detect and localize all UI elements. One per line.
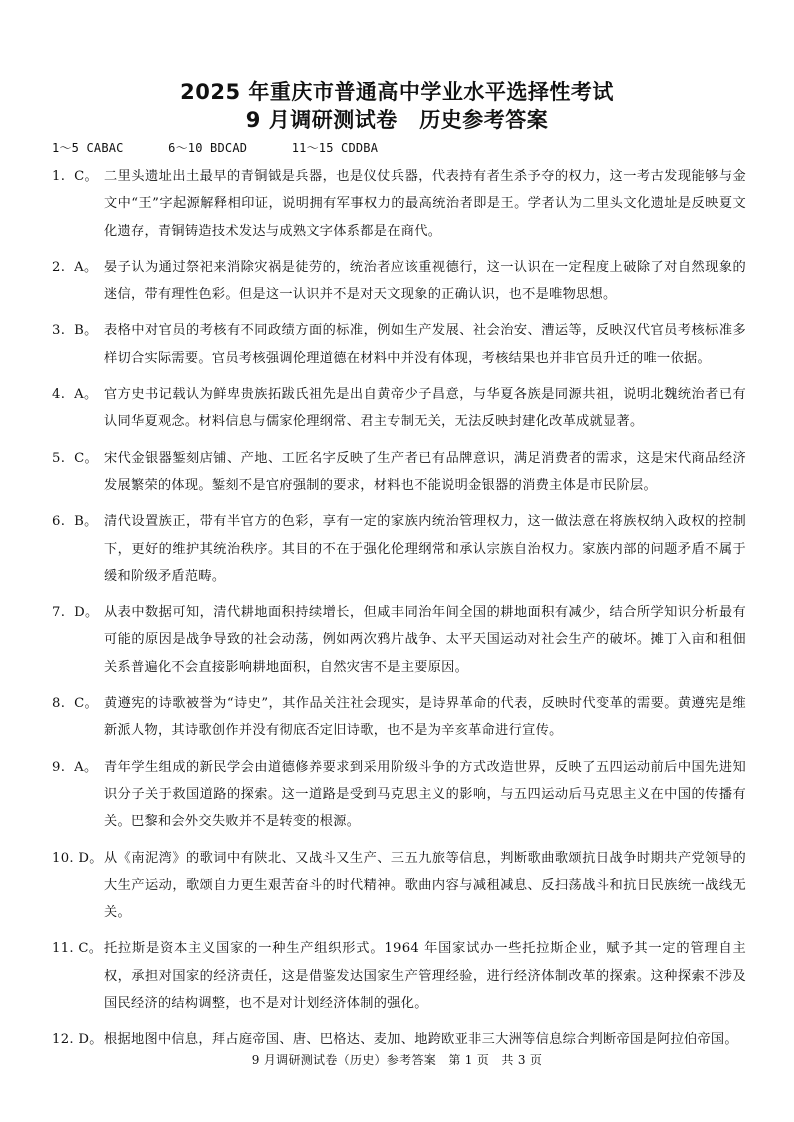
answer-item (52, 508, 746, 590)
answer-item-number: 3. B。 (52, 323, 98, 339)
answer-item (52, 754, 746, 836)
answer-item-text: 官方史书记载认为鲜卑贵族拓跋氏祖先是出自黄帝少子昌意，与华夏各族是同源共祖，说明北魏统治者已有认同华夏观念。材料信息与儒家伦理纲常、君主专制无关，无法反映封建化改革成就显著。 (104, 387, 746, 430)
page-footer: 9 月调研测试卷（历史）参考答案 第 1 页 共 3 页 (251, 1053, 543, 1067)
answer-item-number: 8. C。 (52, 696, 99, 712)
answer-item-text: 晏子认为通过祭祀来消除灾祸是徒劳的，统治者应该重视德行，这一认识在一定程度上破除了对自然现象的迷信，带有理性色彩。但是这一认识并不是对天文现象的正确认识，也不是唯物思想。 (104, 259, 746, 303)
answer-item-number: 2. A。 (52, 259, 98, 275)
answer-item-text: 托拉斯是资本主义国家的一种生产组织形式。1964 年国家试办一些托拉斯企业，赋予其一定的管理自主权，承担对国家的经济责任，这是借鉴发达国家生产管理经验，进行经济体制改革的探索。这种探索不涉及国民经济的结构调整，也不是对计划经济体制的强化。 (104, 941, 746, 1012)
answer-item (52, 845, 746, 927)
answer-item-text: 表格中对官员的考核有不同政绩方面的标准，例如生产发展、社会治安、漕运等，反映汉代官员考核标准多样切合实际需要。官员考核强调伦理道德在材料中并没有体现，考核结果也并非官员升迁的唯一依据。 (104, 323, 746, 366)
answer-item (52, 254, 746, 309)
answer-item (52, 935, 746, 1017)
answer-item-number: 12. D。 (52, 1032, 103, 1048)
answer-item-text: 二里头遗址出土最早的青铜钺是兵器，也是仪仗兵器，代表持有者生杀予夺的权力，这一考古发现能够与金文中“王”字起源解释相印证，说明拥有军事权力的最高统治者即是王。学者认为二里头文化遗址是反映夏文化遗存，青铜铸造技术发达与成熟文字体系都是在商代。 (104, 169, 746, 239)
answer-item-number: 9. A。 (52, 759, 98, 775)
answer-item (52, 163, 746, 245)
answer-item-number: 6. B。 (52, 514, 98, 530)
answer-item-text: 青年学生组成的新民学会由道德修养要求到采用阶级斗争的方式改造世界，反映了五四运动前后中国先进知识分子关于救国道路的探索。这一道路是受到马克思主义的影响，与五四运动后马克思主义在中国的传播有关。巴黎和会外交失败并不是转变的根源。 (104, 759, 746, 830)
answer-item-text: 清代设置族正，带有半官方的色彩，享有一定的家族内统治管理权力，这一做法意在将族权纳入政权的控制下，更好的维护其统治秩序。其目的不在于强化伦理纲常和承认宗族自治权力。家族内部的问题矛盾不属于缓和阶级矛盾范畴。 (104, 514, 746, 584)
answer-item-text: 宋代金银器錾刻店铺、产地、工匠名字反映了生产者已有品牌意识，满足消费者的需求，这是宋代商品经济发展繁荣的体现。錾刻不是官府强制的要求，材料也不能说明金银器的消费主体是市民阶层。 (104, 450, 746, 493)
page-subtitle: 9 月调研测试卷 历史参考答案 (245, 108, 549, 132)
answer-item (52, 381, 746, 436)
answer-item (52, 1026, 746, 1053)
answer-item-text: 根据地图中信息，拜占庭帝国、唐、巴格达、麦加、地跨欧亚非三大洲等信息综合判断帝国是阿拉伯帝国。 (104, 1032, 738, 1048)
page-title: 2025 年重庆市普通高中学业水平选择性考试 (180, 80, 614, 104)
answer-item (52, 317, 746, 372)
answer-item-number: 10. D。 (52, 850, 103, 866)
answer-item-number: 11. C。 (52, 941, 103, 957)
multiple-choice-answer-key: 1～5 CABAC 6～10 BDCAD 11～15 CDDBA (52, 141, 379, 155)
answer-item-number: 4. A。 (52, 387, 98, 403)
answer-item (52, 690, 746, 745)
answer-explanations (52, 163, 746, 1063)
answer-item-number: 1. C。 (52, 169, 99, 184)
answer-item-number: 7. D。 (52, 605, 99, 621)
answer-item-number: 5. C。 (52, 450, 99, 466)
answer-item-text: 从表中数据可知，清代耕地面积持续增长，但咸丰同治年间全国的耕地面积有减少，结合所学知识分析最有可能的原因是战争导致的社会动荡，例如两次鸦片战争、太平天国运动对社会生产的破坏。摊丁入亩和租佃关系普遍化不会直接影响耕地面积，自然灾害不是主要原因。 (104, 605, 746, 675)
answer-item (52, 445, 746, 500)
answer-item-text: 黄遵宪的诗歌被誉为“诗史”，其作品关注社会现实，是诗界革命的代表，反映时代变革的需要。黄遵宪是维新派人物，其诗歌创作并没有彻底否定旧诗歌，也不是为辛亥革命进行宣传。 (104, 696, 746, 739)
answer-item (52, 599, 746, 681)
answer-item-text: 从《南泥湾》的歌词中有陕北、又战斗又生产、三五九旅等信息，判断歌曲歌颂抗日战争时期共产党领导的大生产运动，歌颂自力更生艰苦奋斗的时代精神。歌曲内容与减租减息、反扫荡战斗和抗日民族统一战线无关。 (104, 850, 746, 921)
